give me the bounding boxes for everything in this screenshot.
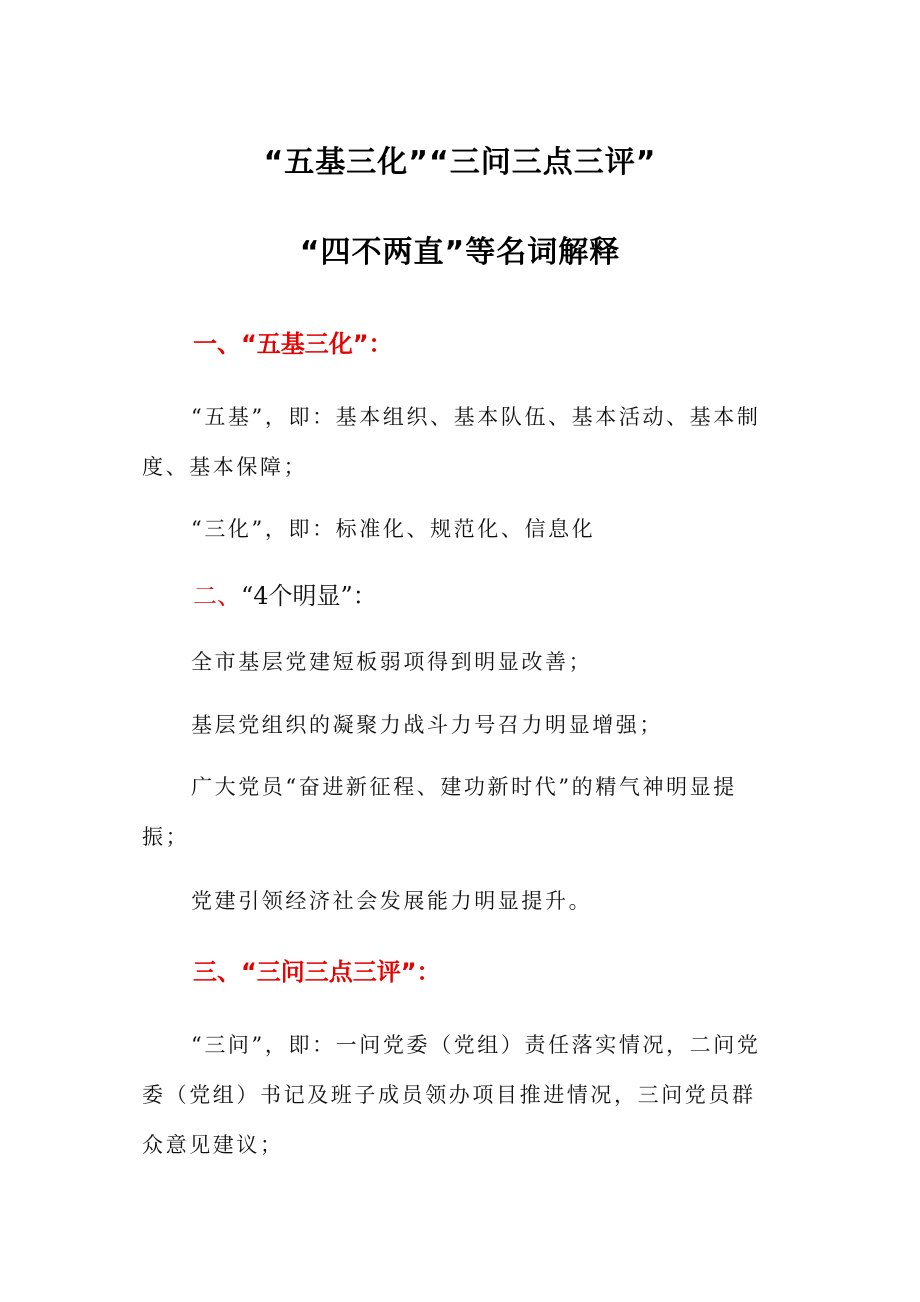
section-1-number: 一、 [193,330,241,358]
section-2-paragraph-2: 基层党组织的凝聚力战斗力号召力明显增强； [191,713,663,737]
document-title-line-2: “四不两直”等名词解释 [299,235,621,270]
section-2-paragraph-4: 党建引领经济社会发展能力明显提升。 [191,889,593,913]
section-2-paragraph-3: 广大党员“奋进新征程、建功新时代”的精气神明显提振； [142,775,737,849]
section-2-term: “4个明显”： [241,582,377,610]
section-3-heading [193,955,441,989]
section-3-number: 三、 [193,958,241,986]
document-title-line-1: “五基三化”“三问三点三评” [263,145,657,180]
section-1-paragraph-1: “五基”，即：基本组织、基本队伍、基本活动、基本制度、基本保障； [142,405,761,479]
section-2-heading [193,579,377,613]
section-3-paragraph-1: “三问”，即：一问党委（党组）责任落实情况，二问党委（党组）书记及班子成员领办项目推进情况，三问党员群众意见建议； [142,1033,761,1157]
section-2-paragraph-1: 全市基层党建短板弱项得到明显改善； [191,650,593,674]
section-2-number: 二、 [193,582,241,610]
section-1-paragraph-2: “三化”，即：标准化、规范化、信息化 [191,517,596,541]
section-3-term: “三问三点三评”： [241,958,441,986]
section-1-term: “五基三化”： [241,330,393,358]
section-1-heading [193,327,393,361]
